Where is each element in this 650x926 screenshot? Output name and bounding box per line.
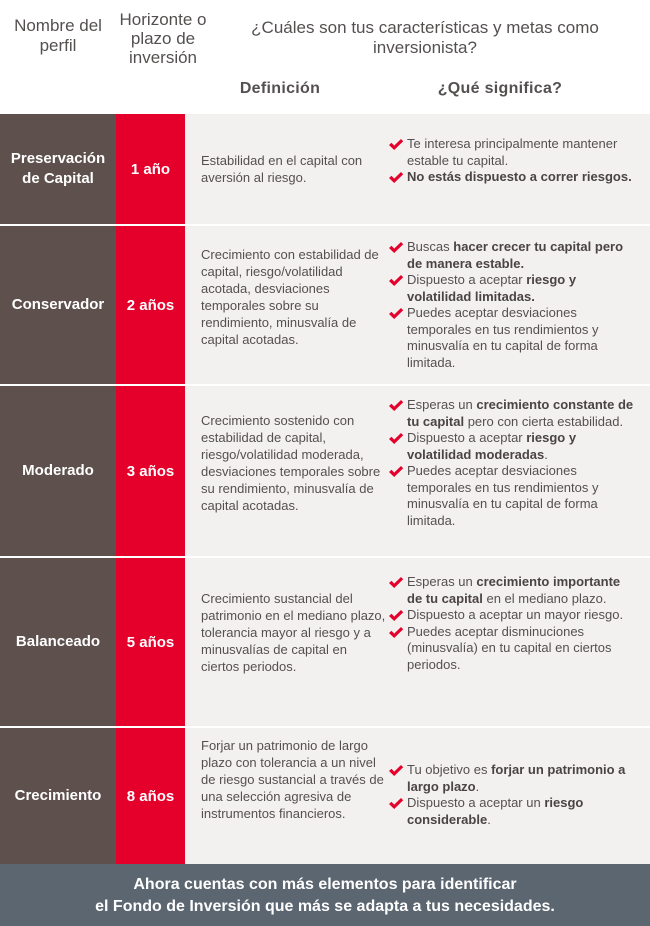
meaning-item [388, 574, 638, 607]
profile-name: Balanceado [0, 558, 116, 726]
profile-row-conservador [0, 226, 650, 384]
profile-meaning [388, 136, 638, 186]
check-icon [388, 241, 404, 254]
profile-row-balanceado [0, 558, 650, 726]
profile-name: Crecimiento [0, 728, 116, 864]
header-horizon: Horizonte o plazo de inversión [119, 10, 207, 67]
meaning-text: Dispuesto a aceptar [407, 272, 527, 287]
check-icon [388, 171, 404, 184]
check-icon [388, 797, 404, 810]
profile-horizon: 1 año [116, 114, 185, 224]
meaning-text-bold: hacer crecer tu capital pero de manera estable. [407, 239, 624, 271]
profile-meaning [388, 762, 638, 828]
profile-horizon: 5 años [116, 558, 185, 726]
profile-definition: Forjar un patrimonio de largo plazo con tolerancia a un nivel de riesgo sustancial a través de una selección agresiva de instrumentos financieros. [201, 738, 384, 821]
meaning-text: Dispuesto a aceptar [407, 430, 527, 445]
meaning-text-bold: crecimiento constante de tu capital [407, 397, 634, 429]
meaning-text-bold: riesgo y volatilidad moderadas [407, 430, 577, 462]
profile-meaning [388, 574, 638, 673]
meaning-text-bold: crecimiento importante de tu capital [407, 574, 621, 606]
profile-name: Moderado [0, 386, 116, 556]
footer-line-1: Ahora cuentas con más elementos para identificar [133, 876, 517, 893]
check-icon [388, 274, 404, 287]
meaning-text: Esperas un [407, 397, 477, 412]
header-definition: Definición [239, 80, 321, 97]
check-icon [388, 626, 404, 639]
meaning-item [388, 305, 638, 371]
check-icon [388, 576, 404, 589]
footer-line-2: el Fondo de Inversión que más se adapta a tus necesidades. [95, 898, 555, 915]
meaning-text: Te interesa principalmente mantener estable tu capital. [407, 136, 618, 168]
profile-definition: Crecimiento sustancial del patrimonio en el mediano plazo, tolerancia mayor al riesgo y a minusvalías de capital en ciertos periodos. [201, 591, 386, 674]
profile-horizon: 3 años [116, 386, 185, 556]
profile-definition: Crecimiento con estabilidad de capital, riesgo/volatilidad acotada, desviaciones temporales sobre su rendimiento, minusvalía de capital acotadas. [201, 247, 379, 347]
meaning-text: en el mediano plazo. [482, 590, 607, 606]
meaning-item [388, 463, 638, 529]
profile-row-moderado [0, 386, 650, 556]
meaning-text-bold: riesgo considerable [407, 795, 584, 827]
profile-meaning [388, 239, 638, 371]
table-header [0, 0, 650, 114]
footer-banner [0, 864, 650, 926]
meaning-text: . [475, 778, 480, 794]
meaning-item [388, 136, 638, 169]
meaning-text: Tu objetivo es [407, 762, 492, 777]
profile-row-crecimiento [0, 728, 650, 864]
check-icon [388, 764, 404, 777]
meaning-text: Esperas un [407, 574, 477, 589]
profile-name: Conservador [0, 226, 116, 384]
meaning-text: Dispuesto a aceptar un [407, 795, 545, 810]
profile-row-preservacion [0, 114, 650, 224]
check-icon [388, 609, 404, 622]
header-characteristics: ¿Cuáles son tus características y metas como inversionista? [251, 18, 599, 57]
profile-meaning [388, 397, 638, 529]
meaning-item [388, 762, 638, 795]
profile-horizon: 2 años [116, 226, 185, 384]
meaning-text-bold: forjar un patrimonio a largo plazo [407, 762, 626, 794]
meaning-text: Puedes aceptar desviaciones temporales en tus rendimientos y minusvalía en tu capital de forma limitada. [407, 305, 599, 370]
header-meaning: ¿Qué significa? [437, 80, 563, 97]
header-profile-name: Nombre del perfil [14, 16, 102, 55]
meaning-text-bold: riesgo y volatilidad limitadas. [407, 272, 577, 304]
meaning-item [388, 239, 638, 272]
profile-definition: Estabilidad en el capital con aversión al riesgo. [201, 153, 363, 185]
meaning-text: Buscas [407, 239, 454, 254]
meaning-item [388, 795, 638, 828]
profile-horizon: 8 años [116, 728, 185, 864]
check-icon [388, 138, 404, 151]
meaning-text: Puedes aceptar desviaciones temporales en tus rendimientos y minusvalía en tu capital de forma limitada. [407, 463, 599, 528]
meaning-item [388, 397, 638, 430]
meaning-text-bold: No estás dispuesto a correr riesgos. [407, 169, 632, 184]
check-icon [388, 399, 404, 412]
meaning-item [388, 607, 638, 624]
meaning-item [388, 169, 638, 186]
meaning-item [388, 430, 638, 463]
check-icon [388, 432, 404, 445]
check-icon [388, 465, 404, 478]
meaning-text: Dispuesto a aceptar un mayor riesgo. [407, 607, 624, 622]
meaning-item [388, 624, 638, 674]
meaning-text: . [544, 446, 548, 462]
profile-name: Preservación de Capital [0, 114, 116, 224]
meaning-text: . [487, 811, 491, 827]
meaning-item [388, 272, 638, 305]
check-icon [388, 307, 404, 320]
meaning-text: pero con cierta estabilidad. [464, 413, 624, 429]
meaning-text: Puedes aceptar disminuciones (minusvalía) en tu capital en ciertos periodos. [407, 623, 612, 672]
profile-definition: Crecimiento sostenido con estabilidad de capital, riesgo/volatilidad moderada, desviaciones temporales sobre su rendimiento, minusvalía de capital acotadas. [201, 413, 381, 513]
